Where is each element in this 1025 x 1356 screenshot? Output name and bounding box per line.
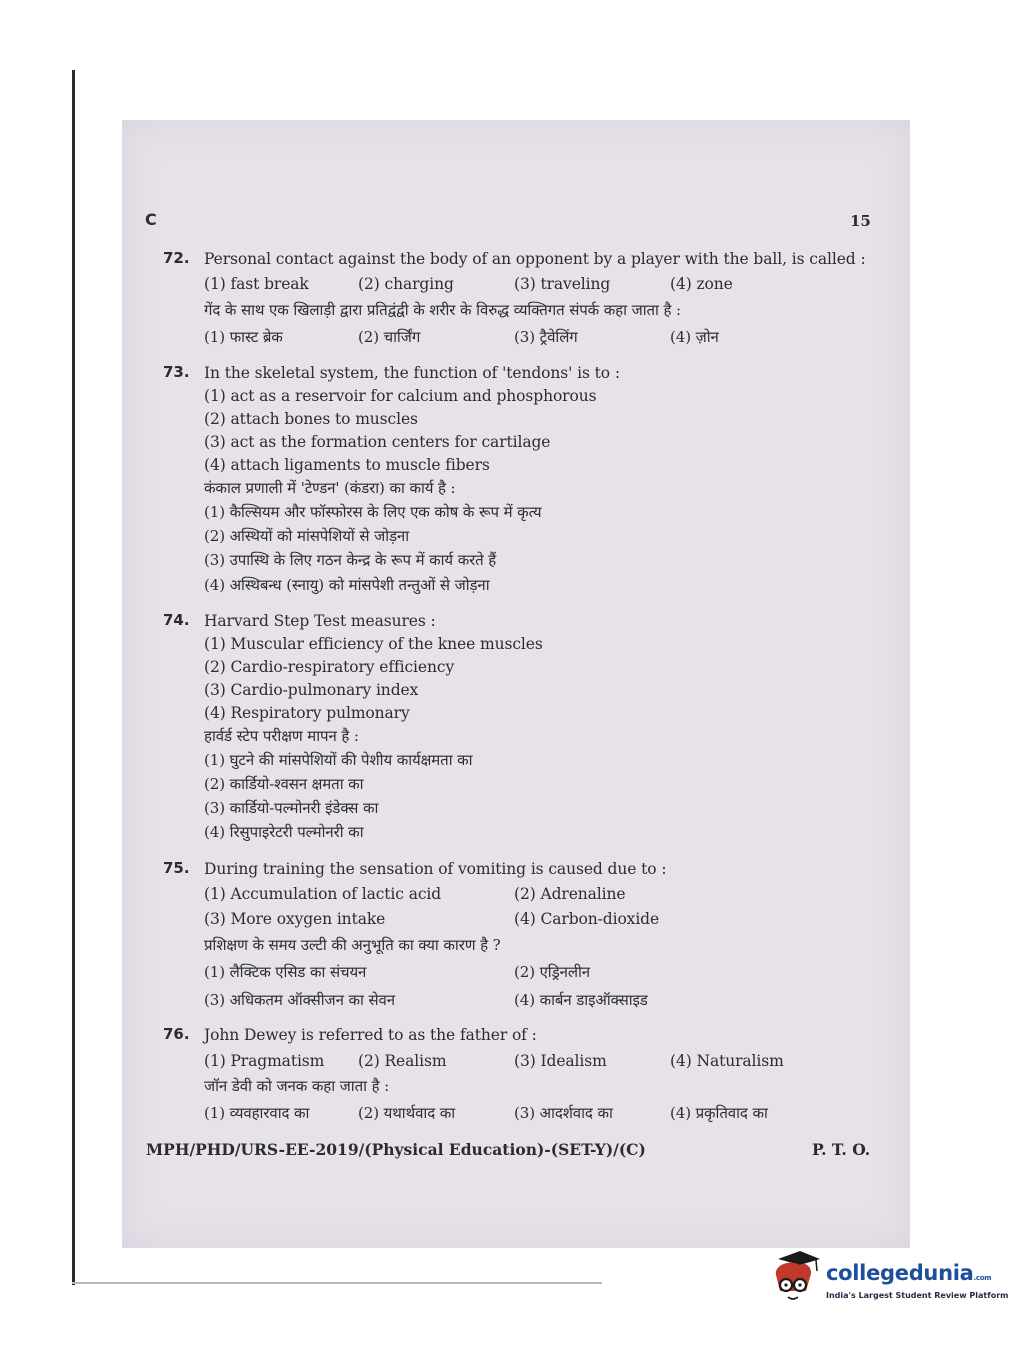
pto-label: P. T. O. bbox=[812, 1140, 871, 1159]
question-number: 75. bbox=[163, 859, 190, 877]
option-en: (1) Muscular efficiency of the knee muscles bbox=[204, 635, 543, 653]
logo-tagline: India's Largest Student Review Platform bbox=[826, 1291, 1009, 1300]
option-en: (2) Adrenaline bbox=[514, 885, 626, 903]
option-hi: (4) अस्थिबन्ध (स्नायु) को मांसपेशी तन्तुओं से जोड़ना bbox=[204, 576, 490, 594]
option-en: (2) charging bbox=[358, 275, 454, 293]
question-stem-en: In the skeletal system, the function of 'tendons' is to : bbox=[204, 364, 620, 382]
option-hi: (1) घुटने की मांसपेशियों की पेशीय कार्यक्षमता का bbox=[204, 751, 473, 769]
option-hi: (2) यथार्थवाद का bbox=[358, 1104, 456, 1122]
set-letter: C bbox=[145, 210, 157, 229]
option-en: (4) Naturalism bbox=[670, 1052, 784, 1070]
question-stem-hi: हार्वर्ड स्टेप परीक्षण मापन है : bbox=[204, 727, 359, 745]
option-hi: (1) लैक्टिक एसिड का संचयन bbox=[204, 963, 367, 981]
collegedunia-logo bbox=[770, 1247, 1009, 1309]
page-number: 15 bbox=[850, 212, 871, 230]
question-stem-en: Harvard Step Test measures : bbox=[204, 612, 436, 630]
option-en: (3) traveling bbox=[514, 275, 611, 293]
option-hi: (2) अस्थियों को मांसपेशियों से जोड़ना bbox=[204, 527, 410, 545]
question-stem-hi: कंकाल प्रणाली में 'टेण्डन' (कंडरा) का कार्य है : bbox=[204, 479, 456, 497]
option-hi: (3) कार्डियो-पल्मोनरी इंडेक्स का bbox=[204, 799, 379, 817]
option-en: (4) zone bbox=[670, 275, 733, 293]
option-hi: (3) ट्रैवेलिंग bbox=[514, 328, 578, 346]
option-en: (1) Pragmatism bbox=[204, 1052, 325, 1070]
question-stem-hi: गेंद के साथ एक खिलाड़ी द्वारा प्रतिद्वंद्वी के शरीर के विरुद्ध व्यक्तिगत संपर्क कहा जाता है : bbox=[204, 301, 681, 319]
option-hi: (3) आदर्शवाद का bbox=[514, 1104, 613, 1122]
logo-wordmark: collegedunia.com bbox=[826, 1261, 992, 1285]
option-hi: (4) प्रकृतिवाद का bbox=[670, 1104, 768, 1122]
option-hi: (2) कार्डियो-श्वसन क्षमता का bbox=[204, 775, 364, 793]
question-stem-en: Personal contact against the body of an opponent by a player with the ball, is called : bbox=[204, 250, 866, 268]
scan-edge-bottom bbox=[72, 1282, 602, 1284]
option-en: (1) act as a reservoir for calcium and phosphorous bbox=[204, 387, 597, 405]
option-hi: (4) रिसुपाइरेटरी पल्मोनरी का bbox=[204, 823, 364, 841]
question-number: 72. bbox=[163, 249, 190, 267]
option-en: (4) Carbon-dioxide bbox=[514, 910, 660, 928]
option-en: (1) fast break bbox=[204, 275, 309, 293]
option-en: (2) Cardio-respiratory efficiency bbox=[204, 658, 455, 676]
option-hi: (1) फास्ट ब्रेक bbox=[204, 328, 283, 346]
option-en: (4) Respiratory pulmonary bbox=[204, 704, 410, 722]
question-number: 73. bbox=[163, 363, 190, 381]
question-stem-hi: प्रशिक्षण के समय उल्टी की अनुभूति का क्या कारण है ? bbox=[204, 936, 501, 954]
option-en: (2) attach bones to muscles bbox=[204, 410, 418, 428]
option-hi: (3) अधिकतम ऑक्सीजन का सेवन bbox=[204, 991, 395, 1009]
option-hi: (4) ज़ोन bbox=[670, 328, 719, 346]
option-hi: (4) कार्बन डाइऑक्साइड bbox=[514, 991, 648, 1009]
scan-edge-left bbox=[72, 70, 75, 1285]
question-number: 76. bbox=[163, 1025, 190, 1043]
option-en: (3) More oxygen intake bbox=[204, 910, 386, 928]
paper-code: MPH/PHD/URS-EE-2019/(Physical Education)-(SET-Y)/(C) bbox=[146, 1140, 646, 1159]
option-en: (2) Realism bbox=[358, 1052, 447, 1070]
option-en: (3) Cardio-pulmonary index bbox=[204, 681, 419, 699]
mascot-icon bbox=[770, 1247, 822, 1309]
option-hi: (1) कैल्सियम और फॉस्फोरस के लिए एक कोष के रूप में कृत्य bbox=[204, 503, 542, 521]
question-stem-en: John Dewey is referred to as the father of : bbox=[204, 1026, 537, 1044]
option-hi: (2) एड्रिनलीन bbox=[514, 963, 591, 981]
question-stem-en: During training the sensation of vomiting is caused due to : bbox=[204, 860, 667, 878]
option-en: (4) attach ligaments to muscle fibers bbox=[204, 456, 490, 474]
option-en: (1) Accumulation of lactic acid bbox=[204, 885, 442, 903]
question-stem-hi: जॉन डेवी को जनक कहा जाता है : bbox=[204, 1077, 390, 1095]
option-en: (3) Idealism bbox=[514, 1052, 607, 1070]
option-en: (3) act as the formation centers for cartilage bbox=[204, 433, 551, 451]
option-hi: (1) व्यवहारवाद का bbox=[204, 1104, 310, 1122]
option-hi: (2) चार्जिंग bbox=[358, 328, 421, 346]
question-number: 74. bbox=[163, 611, 190, 629]
option-hi: (3) उपास्थि के लिए गठन केन्द्र के रूप में कार्य करते हैं bbox=[204, 551, 497, 569]
